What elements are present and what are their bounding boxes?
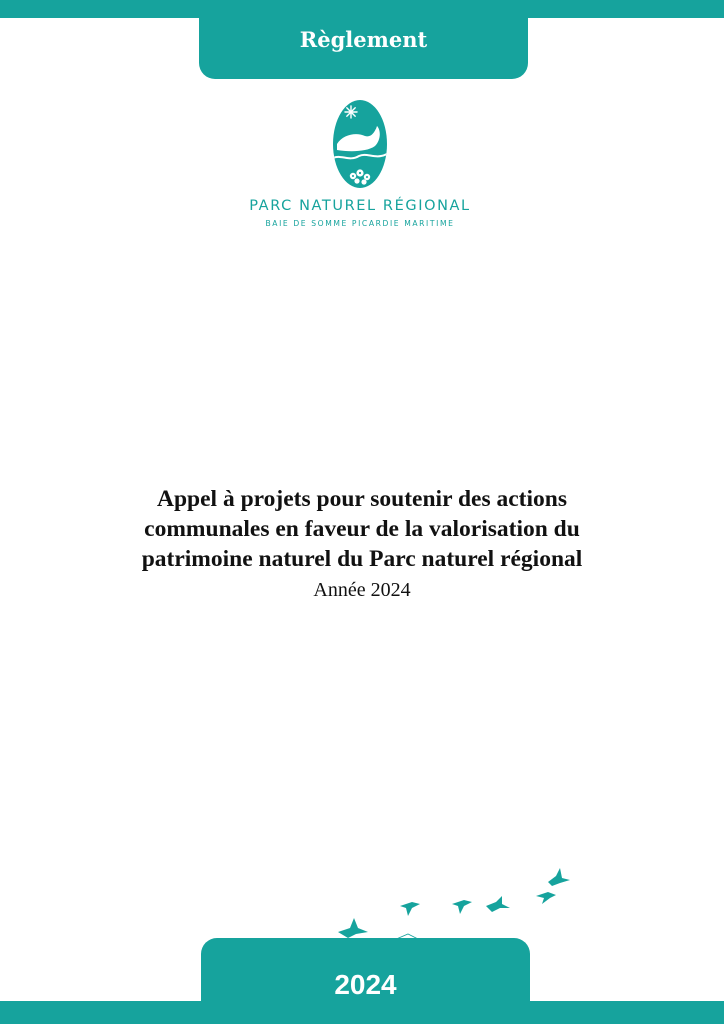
document-year: Année 2024: [313, 579, 411, 601]
document-title: [92, 484, 632, 574]
organization-name: PARC NATUREL RÉGIONAL: [249, 198, 471, 214]
footer-tab: [201, 938, 530, 1024]
header-tab: [199, 0, 528, 79]
header-title: Règlement: [299, 27, 428, 52]
title-line: communales en faveur de la valorisation du: [144, 516, 580, 542]
title-line: Appel à projets pour soutenir des actions: [157, 486, 567, 512]
organization-subtitle: BAIE DE SOMME PICARDIE MARITIME: [265, 219, 455, 228]
park-emblem-icon: [331, 98, 389, 190]
footer-year: 2024: [334, 969, 397, 1000]
title-line: patrimoine naturel du Parc naturel régional: [141, 546, 583, 572]
